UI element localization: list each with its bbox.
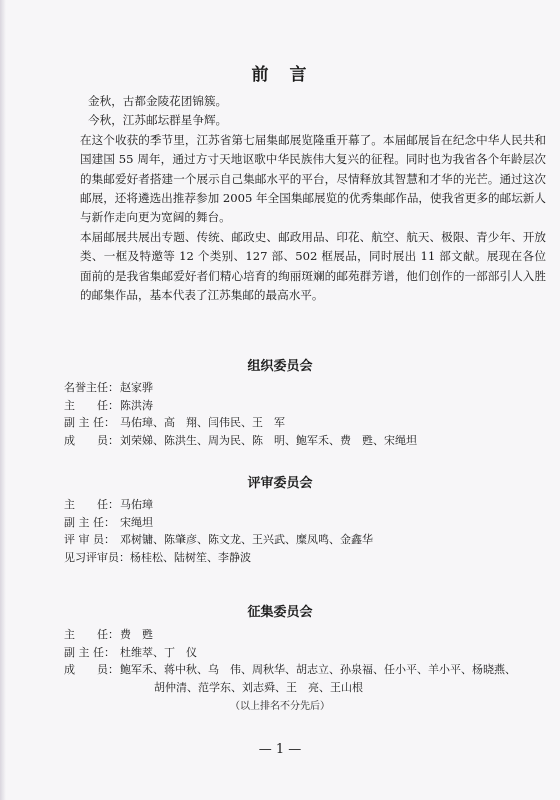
role-label: 成 员： <box>64 433 119 447</box>
intro-paragraph-1: 在这个收获的季节里，江苏省第七届集邮展览隆重开幕了。本届邮展旨在纪念中华人民共和国建国 55 周年，通过方寸天地讴歌中华民族伟大复兴的征程。同时也为我省各个年龄层次的集邮爱好者搭建一个展示自己集邮水平的平台，尽情释放其智慧和才华的光芒。通过这次邮展，还将遴选出推荐参加 2005 年全国集邮展览的优秀集邮作品，使我省更多的邮坛新人与新作走向更为宽阔的舞台。 <box>80 132 546 225</box>
member-names: 鲍军禾、蒋中秋、乌 伟、周秋华、胡志立、孙泉福、任小平、羊小平、杨晓燕、 <box>120 663 516 677</box>
member-names: 马佑璋、高 翔、闫伟民、王 军 <box>120 416 285 430</box>
judge-committee-list <box>64 496 544 566</box>
member-names: 费 甦 <box>120 628 153 641</box>
ranking-note: （以上排名不分先后） <box>230 701 330 712</box>
org-row <box>64 432 544 450</box>
org-committee-heading: 组织委员会 <box>247 359 313 374</box>
judge-row <box>64 514 544 532</box>
role-label: 评 审 员： <box>64 533 115 547</box>
collect-row <box>64 644 544 662</box>
intro-line-1: 金秋，古都金陵花团锦簇。 <box>88 94 228 108</box>
org-row <box>64 379 544 397</box>
member-names: 陈洪涛 <box>120 398 153 412</box>
collect-row <box>64 661 544 679</box>
role-label: 副 主 任： <box>64 645 115 659</box>
role-label: 成 员： <box>64 663 119 677</box>
member-names: 宋绳坦 <box>120 515 153 529</box>
role-label: 副 主 任： <box>64 515 115 529</box>
judge-row <box>64 531 544 549</box>
org-row <box>64 397 544 415</box>
member-names: 刘荣娣、陈洪生、周为民、陈 明、鲍军禾、费 甦、宋绳坦 <box>120 433 417 447</box>
collect-row <box>64 626 544 644</box>
scan-shadow-edge <box>0 0 6 800</box>
judge-row <box>64 549 544 567</box>
intro-line-2: 今秋，江苏邮坛群星争辉。 <box>88 113 228 128</box>
member-names: 胡仲清、范学东、刘志舜、王 亮、王山根 <box>154 680 363 694</box>
role-label: 名誉主任： <box>64 381 119 394</box>
role-label: 见习评审员： <box>64 550 130 564</box>
member-names: 邓树镛、陈肇彦、陈文龙、王兴武、糜凤鸣、金鑫华 <box>120 533 373 547</box>
role-label: 副 主 任： <box>64 416 115 430</box>
member-names: 赵家骅 <box>120 381 153 394</box>
judge-committee-heading: 评审委员会 <box>247 476 313 491</box>
judge-row <box>64 496 544 514</box>
org-committee-list <box>64 379 544 449</box>
page-number: — 1 — <box>258 742 302 757</box>
member-names: 杨桂松、陆树笙、李静波 <box>130 550 251 564</box>
preface-text <box>80 92 546 305</box>
intro-paragraph-2: 本届邮展共展出专题、传统、邮政史、邮政用品、印花、航空、航天、极限、青少年、开放类、一框及特邀等 12 个类别、127 部、502 框展品，同时展出 11 部文献。展现在各位面前的是我省集邮爱好者们精心培育的绚丽斑斓的邮苑群芳谱，他们创作的一部部引人入胜的邮集作品，基本代表了江苏集邮的最高水平。 <box>80 229 546 303</box>
member-names: 马佑璋 <box>120 498 153 511</box>
role-label: 主 任： <box>64 628 119 641</box>
page-title: 前 言 <box>251 65 309 85</box>
collect-row-continuation <box>64 679 544 697</box>
collect-committee-list <box>64 626 544 696</box>
org-row <box>64 414 544 432</box>
member-names: 杜维萃、丁 仪 <box>120 645 197 659</box>
role-label: 主 任： <box>64 398 119 412</box>
role-label: 主 任： <box>64 498 119 511</box>
collect-committee-heading: 征集委员会 <box>247 605 313 620</box>
